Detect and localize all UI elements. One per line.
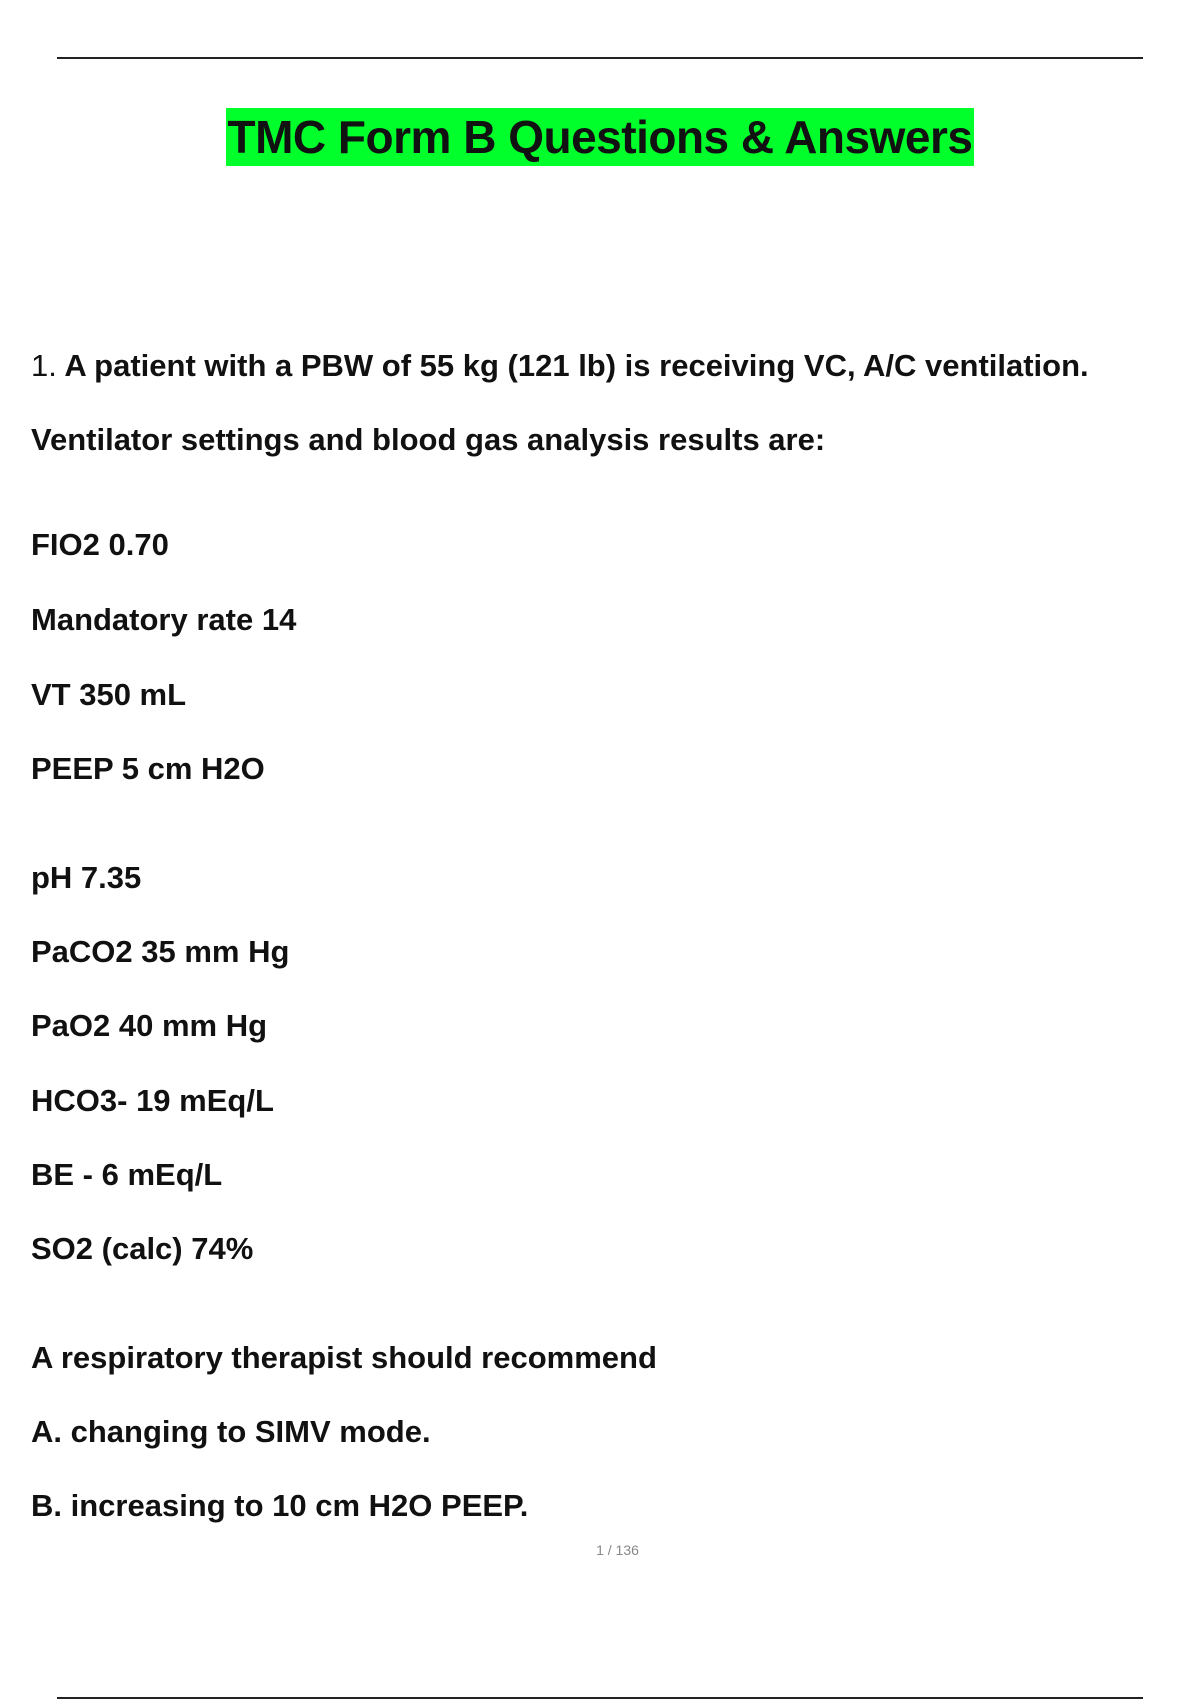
result-pao2: PaO2 40 mm Hg (31, 1008, 268, 1043)
result-paco2: PaCO2 35 mm Hg (31, 934, 290, 969)
question-stem-line-1 (31, 348, 1089, 384)
question-number: 1. (31, 348, 57, 383)
setting-fio2: FIO2 0.70 (31, 527, 169, 562)
result-so2: SO2 (calc) 74% (31, 1231, 254, 1266)
setting-peep: PEEP 5 cm H2O (31, 751, 265, 786)
result-hco3: HCO3- 19 mEq/L (31, 1083, 274, 1118)
option-b: B. increasing to 10 cm H2O PEEP. (31, 1488, 529, 1523)
bottom-rule (57, 1697, 1143, 1699)
result-ph: pH 7.35 (31, 860, 142, 895)
document-title: TMC Form B Questions & Answers (226, 108, 975, 166)
setting-vt: VT 350 mL (31, 677, 187, 712)
result-be: BE - 6 mEq/L (31, 1157, 223, 1192)
question-prompt: A respiratory therapist should recommend (31, 1340, 657, 1375)
question-stem-line-2: Ventilator settings and blood gas analysis results are: (31, 422, 826, 457)
setting-mandatory-rate: Mandatory rate 14 (31, 602, 297, 637)
top-rule (57, 57, 1143, 59)
option-a: A. changing to SIMV mode. (31, 1414, 431, 1449)
question-stem-text: A patient with a PBW of 55 kg (121 lb) is receiving VC, A/C ventilation. (56, 348, 1089, 383)
page-indicator: 1 / 136 (596, 1542, 639, 1558)
title-container (0, 108, 1200, 166)
